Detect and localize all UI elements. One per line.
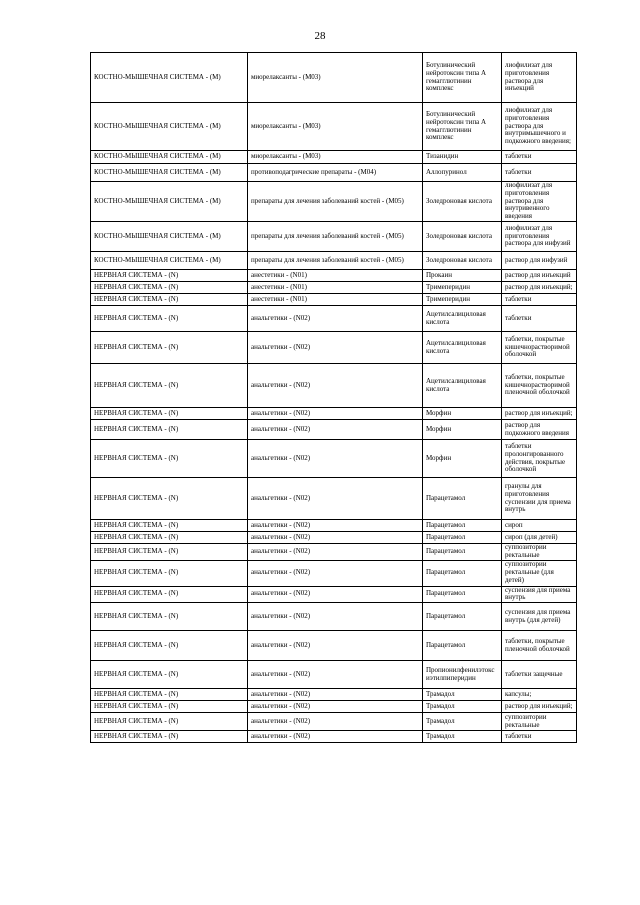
cell-system: КОСТНО-МЫШЕЧНАЯ СИСТЕМА - (M): [91, 252, 248, 270]
cell-group: анальгетики - (N02): [248, 603, 423, 631]
cell-group: анальгетики - (N02): [248, 408, 423, 420]
cell-form: раствор для инъекций: [502, 270, 577, 282]
cell-substance: Тизанидин: [423, 151, 502, 164]
table-row: [91, 603, 577, 631]
cell-substance: Парацетамол: [423, 532, 502, 544]
table-row: [91, 53, 577, 103]
cell-substance: Парацетамол: [423, 544, 502, 561]
cell-form: таблетки: [502, 306, 577, 332]
cell-group: анальгетики - (N02): [248, 332, 423, 364]
cell-group: анальгетики - (N02): [248, 520, 423, 532]
cell-substance: Золедроновая кислота: [423, 222, 502, 252]
cell-form: суспензия для приема внутрь (для детей): [502, 603, 577, 631]
cell-form: лиофилизат для приготовления раствора для внутривенного введения: [502, 182, 577, 222]
table-row: [91, 689, 577, 701]
cell-form: таблетки, покрытые кишечнорастворимой пленочной оболочкой: [502, 364, 577, 408]
table-row: [91, 252, 577, 270]
cell-system: НЕРВНАЯ СИСТЕМА - (N): [91, 631, 248, 661]
cell-system: КОСТНО-МЫШЕЧНАЯ СИСТЕМА - (M): [91, 164, 248, 182]
cell-group: анальгетики - (N02): [248, 440, 423, 478]
table-row: [91, 713, 577, 731]
cell-group: анальгетики - (N02): [248, 478, 423, 520]
table-row: [91, 151, 577, 164]
cell-group: анальгетики - (N02): [248, 586, 423, 603]
cell-system: НЕРВНАЯ СИСТЕМА - (N): [91, 586, 248, 603]
cell-system: НЕРВНАЯ СИСТЕМА - (N): [91, 520, 248, 532]
cell-system: КОСТНО-МЫШЕЧНАЯ СИСТЕМА - (M): [91, 151, 248, 164]
table-row: [91, 661, 577, 689]
cell-form: лиофилизат для приготовления раствора для внутримышечного и подкожного введения;: [502, 103, 577, 151]
table-row: [91, 420, 577, 440]
cell-group: анальгетики - (N02): [248, 364, 423, 408]
cell-form: раствор для инфузий: [502, 252, 577, 270]
cell-substance: Парацетамол: [423, 560, 502, 586]
cell-form: таблетки: [502, 731, 577, 743]
table-row: [91, 701, 577, 713]
cell-form: таблетки: [502, 151, 577, 164]
cell-substance: Морфин: [423, 420, 502, 440]
table-row: [91, 103, 577, 151]
cell-system: НЕРВНАЯ СИСТЕМА - (N): [91, 478, 248, 520]
cell-substance: Трамадол: [423, 731, 502, 743]
cell-substance: Трамадол: [423, 689, 502, 701]
cell-substance: Ацетилсалициловая кислота: [423, 364, 502, 408]
cell-group: препараты для лечения заболеваний костей - (M05): [248, 182, 423, 222]
table-body: [91, 53, 577, 743]
table-row: [91, 282, 577, 294]
cell-substance: Ботулинический нейротоксин типа А гемагглютинин комплекс: [423, 103, 502, 151]
table-row: [91, 478, 577, 520]
cell-group: противоподагрические препараты - (M04): [248, 164, 423, 182]
cell-form: сироп: [502, 520, 577, 532]
table-row: [91, 520, 577, 532]
cell-system: КОСТНО-МЫШЕЧНАЯ СИСТЕМА - (M): [91, 222, 248, 252]
cell-form: таблетки, покрытые пленочной оболочкой: [502, 631, 577, 661]
cell-system: НЕРВНАЯ СИСТЕМА - (N): [91, 282, 248, 294]
cell-substance: Парацетамол: [423, 520, 502, 532]
cell-system: КОСТНО-МЫШЕЧНАЯ СИСТЕМА - (M): [91, 53, 248, 103]
table-row: [91, 408, 577, 420]
table-row: [91, 222, 577, 252]
table-row: [91, 560, 577, 586]
cell-form: таблетки, покрытые кишечнорастворимой оболочкой: [502, 332, 577, 364]
cell-substance: Золедроновая кислота: [423, 182, 502, 222]
cell-group: анальгетики - (N02): [248, 701, 423, 713]
cell-system: НЕРВНАЯ СИСТЕМА - (N): [91, 306, 248, 332]
cell-system: НЕРВНАЯ СИСТЕМА - (N): [91, 270, 248, 282]
cell-form: капсулы;: [502, 689, 577, 701]
cell-group: анальгетики - (N02): [248, 560, 423, 586]
cell-group: миорелаксанты - (M03): [248, 103, 423, 151]
cell-group: миорелаксанты - (M03): [248, 151, 423, 164]
cell-substance: Трамадол: [423, 701, 502, 713]
cell-form: таблетки защечные: [502, 661, 577, 689]
table-row: [91, 586, 577, 603]
cell-system: НЕРВНАЯ СИСТЕМА - (N): [91, 364, 248, 408]
cell-group: анестетики - (N01): [248, 294, 423, 306]
cell-system: НЕРВНАЯ СИСТЕМА - (N): [91, 689, 248, 701]
table-row: [91, 544, 577, 561]
table-row: [91, 294, 577, 306]
table-row: [91, 440, 577, 478]
cell-system: КОСТНО-МЫШЕЧНАЯ СИСТЕМА - (M): [91, 182, 248, 222]
cell-group: миорелаксанты - (M03): [248, 53, 423, 103]
cell-group: анальгетики - (N02): [248, 713, 423, 731]
cell-group: препараты для лечения заболеваний костей - (M05): [248, 222, 423, 252]
cell-system: НЕРВНАЯ СИСТЕМА - (N): [91, 408, 248, 420]
cell-system: НЕРВНАЯ СИСТЕМА - (N): [91, 713, 248, 731]
cell-system: НЕРВНАЯ СИСТЕМА - (N): [91, 532, 248, 544]
medication-table: [90, 52, 577, 743]
cell-form: суппозитории ректальные: [502, 713, 577, 731]
cell-system: НЕРВНАЯ СИСТЕМА - (N): [91, 701, 248, 713]
cell-substance: Морфин: [423, 408, 502, 420]
table-row: [91, 164, 577, 182]
cell-form: суспензия для приема внутрь: [502, 586, 577, 603]
table-row: [91, 532, 577, 544]
cell-form: суппозитории ректальные (для детей): [502, 560, 577, 586]
cell-group: анестетики - (N01): [248, 270, 423, 282]
cell-group: анальгетики - (N02): [248, 532, 423, 544]
cell-substance: Трамадол: [423, 713, 502, 731]
cell-group: анальгетики - (N02): [248, 544, 423, 561]
cell-system: НЕРВНАЯ СИСТЕМА - (N): [91, 603, 248, 631]
table-row: [91, 731, 577, 743]
cell-system: НЕРВНАЯ СИСТЕМА - (N): [91, 544, 248, 561]
cell-group: анальгетики - (N02): [248, 661, 423, 689]
cell-system: НЕРВНАЯ СИСТЕМА - (N): [91, 440, 248, 478]
cell-group: анальгетики - (N02): [248, 631, 423, 661]
cell-system: НЕРВНАЯ СИСТЕМА - (N): [91, 560, 248, 586]
cell-substance: Прокаин: [423, 270, 502, 282]
cell-form: таблетки пролонгированного действия, покрытые оболочкой: [502, 440, 577, 478]
cell-system: КОСТНО-МЫШЕЧНАЯ СИСТЕМА - (M): [91, 103, 248, 151]
table-row: [91, 332, 577, 364]
cell-group: анальгетики - (N02): [248, 731, 423, 743]
cell-form: лиофилизат для приготовления раствора для инъекций: [502, 53, 577, 103]
cell-group: анальгетики - (N02): [248, 689, 423, 701]
cell-form: раствор для инъекций;: [502, 282, 577, 294]
cell-substance: Парацетамол: [423, 478, 502, 520]
cell-system: НЕРВНАЯ СИСТЕМА - (N): [91, 661, 248, 689]
cell-form: раствор для подкожного введения: [502, 420, 577, 440]
cell-substance: Парацетамол: [423, 631, 502, 661]
cell-group: анальгетики - (N02): [248, 306, 423, 332]
cell-substance: Ботулинический нейротоксин типа А гемагглютинин комплекс: [423, 53, 502, 103]
cell-substance: Пропионилфенилэтоксиэтилпиперидин: [423, 661, 502, 689]
cell-system: НЕРВНАЯ СИСТЕМА - (N): [91, 294, 248, 306]
cell-substance: Тримеперидин: [423, 282, 502, 294]
table-row: [91, 270, 577, 282]
cell-substance: Морфин: [423, 440, 502, 478]
table-row: [91, 306, 577, 332]
table-row: [91, 182, 577, 222]
cell-substance: Золедроновая кислота: [423, 252, 502, 270]
cell-substance: Тримеперидин: [423, 294, 502, 306]
cell-form: гранулы для приготовления суспензии для приема внутрь: [502, 478, 577, 520]
page-number: 28: [314, 30, 326, 42]
cell-substance: Аллопуринол: [423, 164, 502, 182]
cell-form: раствор для инъекций;: [502, 408, 577, 420]
cell-form: таблетки: [502, 164, 577, 182]
cell-substance: Ацетилсалициловая кислота: [423, 306, 502, 332]
cell-form: таблетки: [502, 294, 577, 306]
cell-form: сироп (для детей): [502, 532, 577, 544]
cell-substance: Ацетилсалициловая кислота: [423, 332, 502, 364]
cell-system: НЕРВНАЯ СИСТЕМА - (N): [91, 332, 248, 364]
cell-system: НЕРВНАЯ СИСТЕМА - (N): [91, 731, 248, 743]
cell-system: НЕРВНАЯ СИСТЕМА - (N): [91, 420, 248, 440]
cell-group: анальгетики - (N02): [248, 420, 423, 440]
cell-substance: Парацетамол: [423, 586, 502, 603]
table-row: [91, 631, 577, 661]
cell-form: лиофилизат для приготовления раствора для инфузий: [502, 222, 577, 252]
cell-group: анестетики - (N01): [248, 282, 423, 294]
cell-group: препараты для лечения заболеваний костей - (M05): [248, 252, 423, 270]
cell-form: суппозитории ректальные: [502, 544, 577, 561]
cell-substance: Парацетамол: [423, 603, 502, 631]
table-row: [91, 364, 577, 408]
cell-form: раствор для инъекций;: [502, 701, 577, 713]
